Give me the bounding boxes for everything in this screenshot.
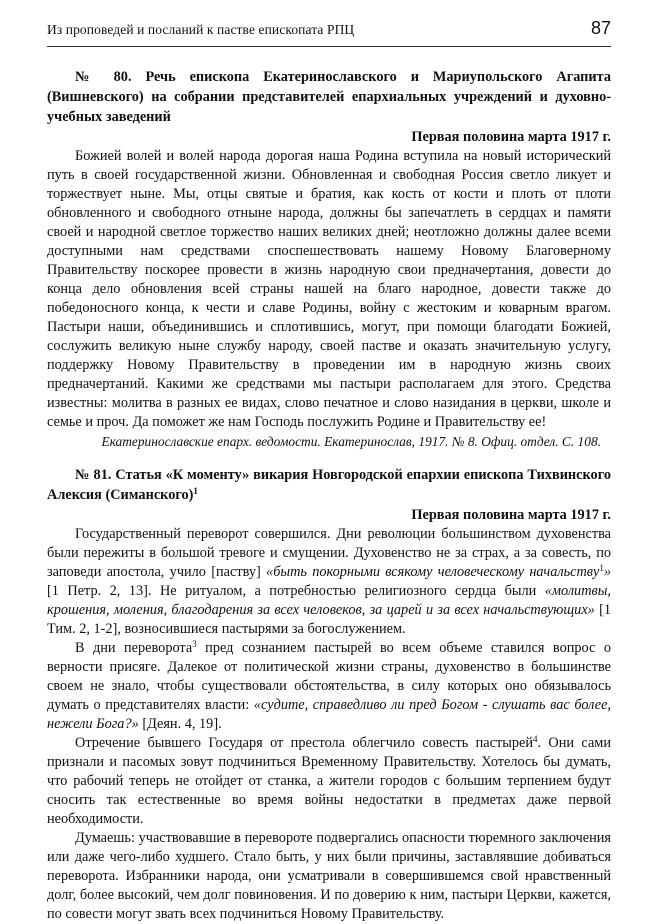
quote-run: » (603, 564, 611, 580)
doc-80-date: Первая половина марта 1917 г. (411, 129, 611, 145)
doc-81-paragraph-1 (47, 525, 611, 639)
doc-80-title: № 80. Речь епископа Екатеринославского и Мариупольского Агапита (Вишневского) на собрании представителей епархиальных учреждений и духовно-учебных заведений (47, 69, 611, 125)
quote-run: «быть покорными всякому человеческому начальству (266, 564, 600, 580)
quote-run: «молитвы, крошения, моления, благодарения за всех человеков, за царей и за всех начальствующих» (47, 583, 611, 618)
text-run: пред сознанием пастырей во всем объеме ставился вопрос о верности присяге. Далекое от политической жизни страны, духовенство в большинстве своем не знало, чтобы существовали обстоятельства, в силу которых оно обязывалось думать о представителях власти: (47, 640, 611, 713)
section-gap (47, 451, 611, 465)
header-rule (47, 46, 611, 47)
footnote-ref: 1 (599, 563, 604, 573)
doc-80-paragraph: Божией волей и волей народа дорогая наша Родина вступила на новый исторический путь в своей государственной жизни. Обновленная и свободная Россия светло ликует и торжествует ныне. Мы, отцы святые и братия, как кость от кости и плоть от плоти обновленного и свободного отныне народа, должны бы запечатлеть в сердцах и памяти своей и народной светлое торжество наших великих дней; неотложно должны далее всеми доступными нам средствами споспешествовать нашему Новому Благоверному Правительству поскорее провести в жизнь народную свои предначертания, довести до конца дело обновления всей страны нашей на благо народное, довести также до победоносного конца, к чести и славе Родины, войну с жестоким и коварным врагом. Пастыри наши, объединившись и сплотившись, могут, при помощи благодати Божией, сослужить великую ныне службу народу, своей пастве и оказать значительную услугу, поддержку Новому Правительству в проведении им в народную жизнь своих предначертаний. Какими же средствами мы пастыри располагаем для этого. Средства известны: молитва в разных ее видах, слово печатное и слово назидания в церкви, школе и семье и проч. Да поможет же нам Господь послужить Родине и Правительству ее! (47, 148, 611, 430)
text-run: [1 Тим. 2, 1-2], возносившиеся пастырями за богослужением. (47, 602, 611, 637)
doc-81-title-text: № 81. Статья «К моменту» викария Новгородской епархии епископа Тихвинского Алексия (Симанского) (47, 467, 611, 503)
running-header (47, 18, 611, 44)
text-run: . Они сами признали и пасомых зовут подчиниться Временному Правительству. Хотелось бы думать, что рабочий теперь не отойдет от станка, а жители городов с большим терпением будут сносить так естественные во время войны недостатки в предметах даже первой необходимости. (47, 735, 611, 827)
text-run: [Деян. 4, 19]. (138, 716, 222, 732)
text-run: Отречение бывшего Государя от престола облегчило совесть пастырей (75, 735, 533, 751)
doc-81-date: Первая половина марта 1917 г. (411, 507, 611, 523)
footnote-ref: 4 (532, 734, 538, 744)
footnote-ref: 1 (193, 486, 198, 496)
text-run: [1 Петр. 2, 13]. Не ритуалом, а потребностью религиозного сердца были (47, 583, 545, 599)
text-run: Государственный переворот совершился. Дни революции большинством духовенства были пережиты в большой тревоге и смущении. Духовенство не за страх, а за совесть, по заповеди апостола, учило [паству] (47, 526, 611, 580)
quote-run: «судите, справедливо ли пред Богом - слушать вас более, нежели Бога?» (47, 697, 611, 732)
doc-81-paragraph-2 (47, 639, 611, 734)
doc-81-paragraph-3 (47, 734, 611, 829)
page-number: 87 (590, 18, 611, 38)
page-content (47, 67, 611, 924)
doc-81-title (47, 465, 611, 505)
document-81 (47, 465, 611, 924)
document-80 (47, 67, 611, 451)
doc-81-paragraph-4: Думаешь: участвовавшие в перевороте подвергались опасности тюремного заключения или даже чего-либо худшего. Стало быть, у них были причины, заставлявшие добиваться переворота. Избранники народа, они усматривали в совершившемся свой нравственный долг, более высокий, чем долг повиновения. И по доверию к ним, пастыри Церкви, кажется, по совести могут звать всех подчиниться Новому Правительству. (47, 830, 611, 922)
running-title: Из проповедей и посланий к пастве епископата РПЦ (47, 22, 355, 37)
footnote-ref: 3 (192, 639, 197, 649)
doc-80-source: Екатеринославские епарх. ведомости. Екатеринослав, 1917. № 8. Офиц. отдел. С. 108. (101, 434, 601, 449)
text-run: В дни переворота (75, 640, 193, 656)
